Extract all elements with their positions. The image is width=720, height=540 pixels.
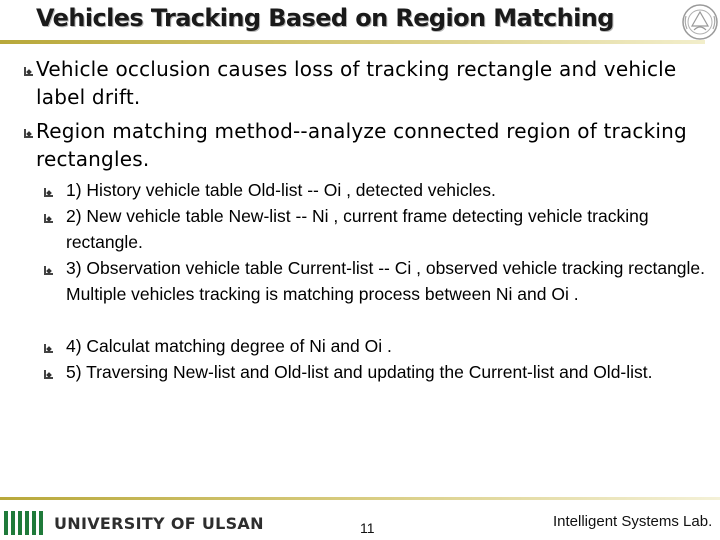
university-seal-icon (680, 2, 720, 42)
sub-bullet-arrow-icon (44, 266, 53, 275)
sub-bullet-arrow-icon (44, 344, 53, 353)
bullet-item-1: Vehicle occlusion causes loss of tracking rectangle and vehicle label drift. (36, 57, 677, 109)
slide-title: Vehicles Tracking Based on Region Matching (36, 4, 614, 32)
lab-name: Intelligent Systems Lab. (553, 513, 713, 530)
title-underline (0, 40, 705, 44)
bullet-item-2: Region matching method--analyze connected region of tracking rectangles. (36, 119, 687, 171)
sub-bullet-arrow-icon (44, 214, 53, 223)
sub-bullet-item-1: 1) History vehicle table Old-list -- Oi , detected vehicles. (66, 180, 496, 200)
sub-bullet-arrow-icon (44, 370, 53, 379)
bullet-arrow-icon (24, 67, 33, 76)
university-name: UNIVERSITY OF ULSAN (54, 514, 264, 533)
footer-divider (0, 497, 720, 500)
sub-bullet-item-5: 5) Traversing New-list and Old-list and updating the Current-list and Old-list. (66, 362, 653, 382)
university-logo-icon (4, 509, 48, 537)
bullet-arrow-icon (24, 129, 33, 138)
sub-bullet-item-4: 4) Calculat matching degree of Ni and Oi . (66, 336, 392, 356)
sub-bullet-arrow-icon (44, 188, 53, 197)
sub-bullet-item-2: 2) New vehicle table New-list -- Ni , current frame detecting vehicle tracking rectangle. (66, 206, 649, 252)
sub-bullet-item-3: 3) Observation vehicle table Current-list -- Ci , observed vehicle tracking rectangle. Multiple vehicles tracking is matching process between Ni and Oi . (66, 258, 706, 304)
page-number: 11 (360, 520, 375, 536)
